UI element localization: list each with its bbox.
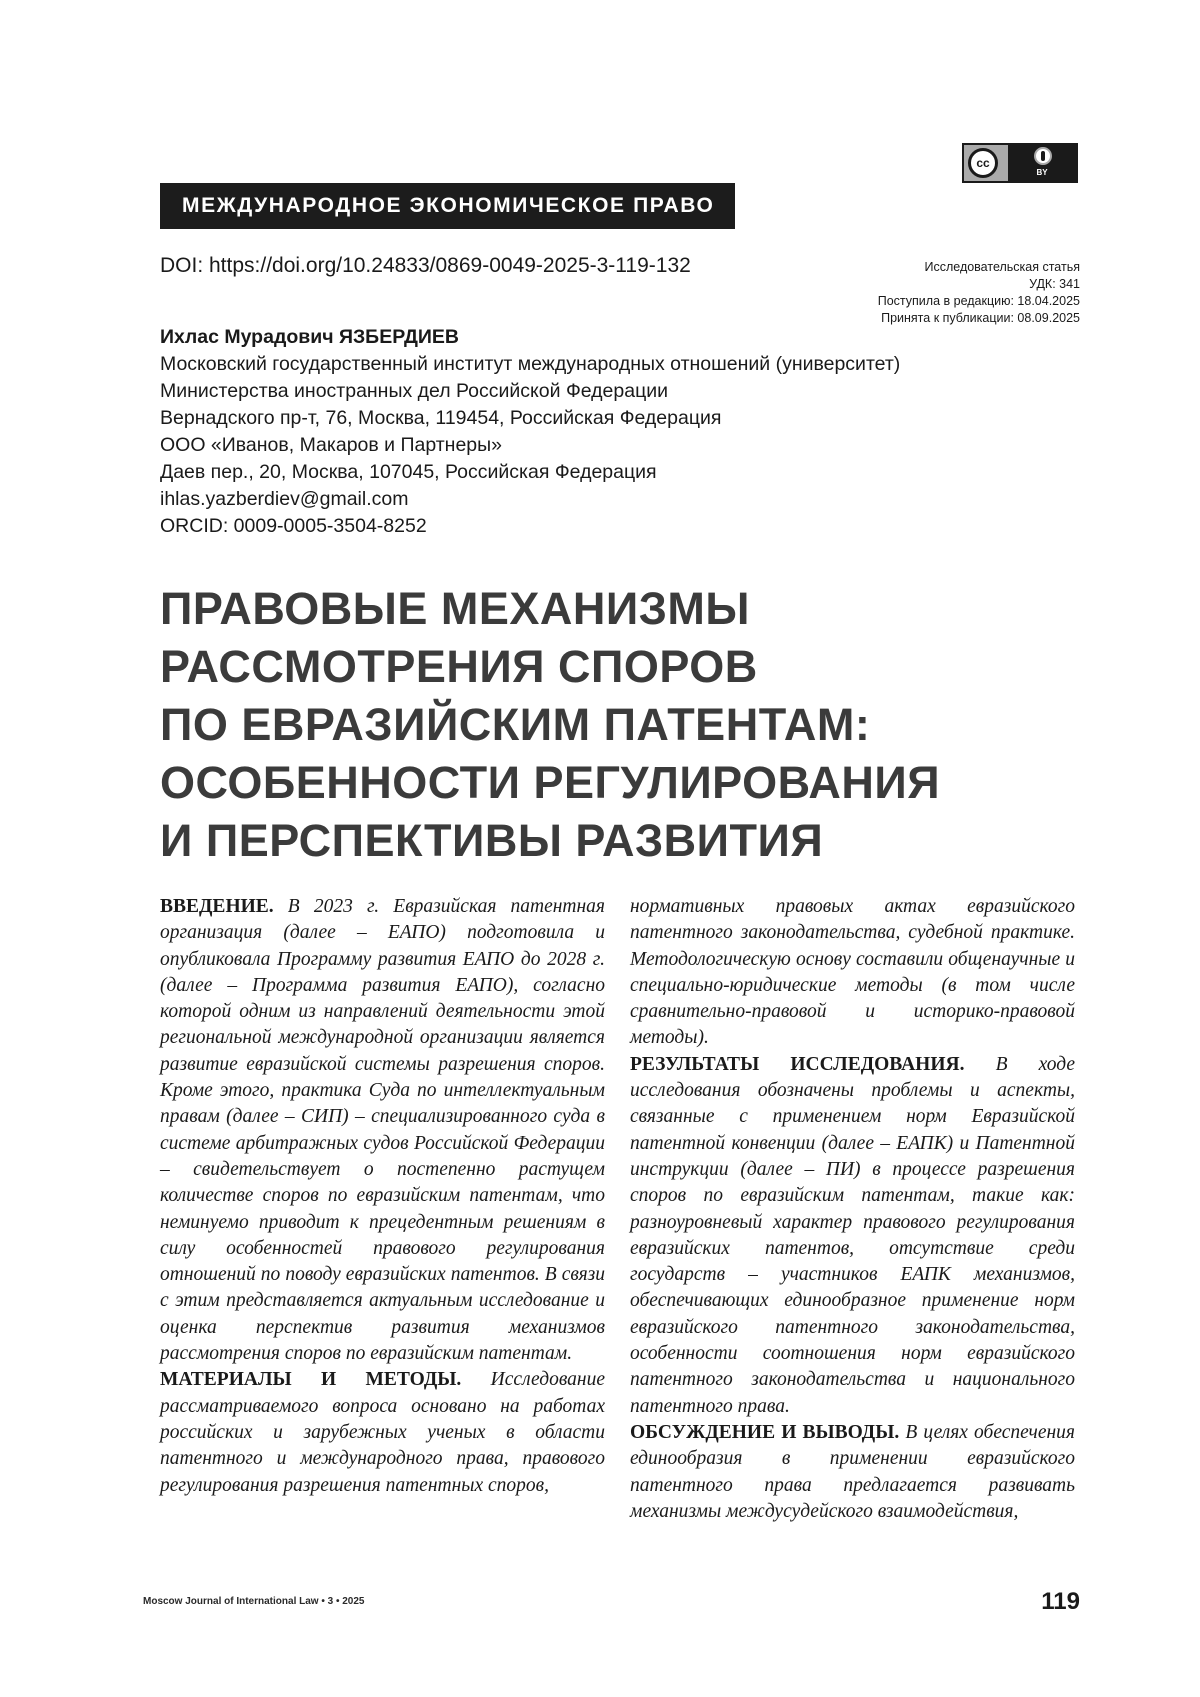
discussion-heading: ОБСУЖДЕНИЕ И ВЫВОДЫ. [630,1421,900,1443]
udk-code: УДК: 341 [1029,277,1080,291]
title-line: ПРАВОВЫЕ МЕХАНИЗМЫ [160,583,750,634]
affiliation-line: ООО «Иванов, Макаров и Партнеры» [160,434,502,456]
introduction-heading: ВВЕДЕНИЕ. [160,896,274,917]
abstract-methods-continued [630,894,1075,1052]
author-orcid[interactable]: ORCID: 0009-0005-3504-8252 [160,515,427,537]
title-line: ПО ЕВРАЗИЙСКИМ ПАТЕНТАМ: [160,699,871,750]
doi-link[interactable]: DOI: https://doi.org/10.24833/0869-0049-2025-3-119-132 [160,254,691,277]
abstract-column-left [160,894,605,1499]
cc-by-license-badge [962,143,1078,183]
author-name: Ихлас Мурадович ЯЗБЕРДИЕВ [160,326,459,348]
abstract-discussion [630,1420,1075,1525]
methods-heading: МАТЕРИАЛЫ И МЕТОДЫ. [160,1369,462,1391]
article-type: Исследовательская статья [924,260,1080,274]
address-line: Даев пер., 20, Москва, 107045, Российская Федерация [160,461,657,483]
abstract-column-right [630,894,1075,1525]
introduction-text: В 2023 г. Евразийская патентная организация (далее – ЕАПО) подготовила и опубликовала Программу развития ЕАПО до 2028 г. (далее – Программа развития ЕАПО), согласно которой одним из направлений деятельности этой региональной международной организации является развитие евразийской системы разрешения споров. Кроме этого, практика Суда по интеллектуальным правам (далее – СИП) – специализированного суда в системе арбитражных судов Российской Федерации – свидетельствует о постепенно растущем количестве споров по евразийским патентам, что неминуемо приводит к прецедентным решениям в силу особенностей правового регулирования отношений по поводу евразийских патентов. В связи с этим представляется актуальным исследование и оценка перспектив развития механизмов рассмотрения споров по евразийским патентам. [160,896,605,1365]
methods-text-continued: нормативных правовых актах евразийского патентного законодательства, судебной практике. Методологическую основу составили общенаучные и специально-юридические методы (в том числе сравнительно-правовой и историко-правовой методы). [630,896,1075,1049]
affiliation-line: Министерства иностранных дел Российской Федерации [160,380,669,402]
section-heading: МЕЖДУНАРОДНОЕ ЭКОНОМИЧЕСКОЕ ПРАВО [160,183,735,229]
abstract-results [630,1052,1075,1420]
discussion-text: В целях обеспечения единообразия в применении евразийского патентного права предлагается развивать механизмы междусудейского взаимодействия, [630,1421,1075,1522]
methods-text: Исследование рассматриваемого вопроса основано на работах российских и зарубежных ученых в области патентного и международного права, правового регулирования разрешения патентных споров, [160,1369,605,1496]
article-title [160,580,940,870]
footer-journal-name: Moscow Journal of International Law • 3 • 2025 [143,1596,365,1607]
attribution-icon [1008,145,1076,181]
abstract-methods [160,1367,605,1498]
title-line: И ПЕРСПЕКТИВЫ РАЗВИТИЯ [160,815,824,866]
results-heading: РЕЗУЛЬТАТЫ ИССЛЕДОВАНИЯ. [630,1053,965,1075]
title-line: ОСОБЕННОСТИ РЕГУЛИРОВАНИЯ [160,757,941,808]
accepted-date: Принята к публикации: 08.09.2025 [881,311,1080,325]
received-date: Поступила в редакцию: 18.04.2025 [877,294,1080,308]
creative-commons-icon: cc [968,148,998,178]
license-by-label: BY [1036,168,1048,177]
article-meta [878,259,1080,327]
address-line: Вернадского пр-т, 76, Москва, 119454, Российская Федерация [160,407,722,429]
affiliation-line: Московский государственный институт международных отношений (университет) [160,353,901,375]
page-number: 119 [1041,1588,1080,1615]
title-line: РАССМОТРЕНИЯ СПОРОВ [160,641,758,692]
abstract-introduction [160,894,605,1367]
author-email[interactable]: ihlas.yazberdiev@gmail.com [160,488,409,510]
results-text: В ходе исследования обозначены проблемы и аспекты, связанные с применением норм Евразийской патентной конвенции (далее – ЕАПК) и Патентной инструкции (далее – ПИ) в процессе разрешения споров по евразийским патентам, такие как: разноуровневый характер правового регулирования евразийских патентов, отсутствие среди государств – участников ЕАПК механизмов, обеспечивающих единообразное применение норм евразийского патентного законодательства, особенности соотношения норм евразийского патентного законодательства и национального патентного права. [630,1053,1075,1417]
person-icon [1034,147,1052,165]
author-block [160,324,900,540]
